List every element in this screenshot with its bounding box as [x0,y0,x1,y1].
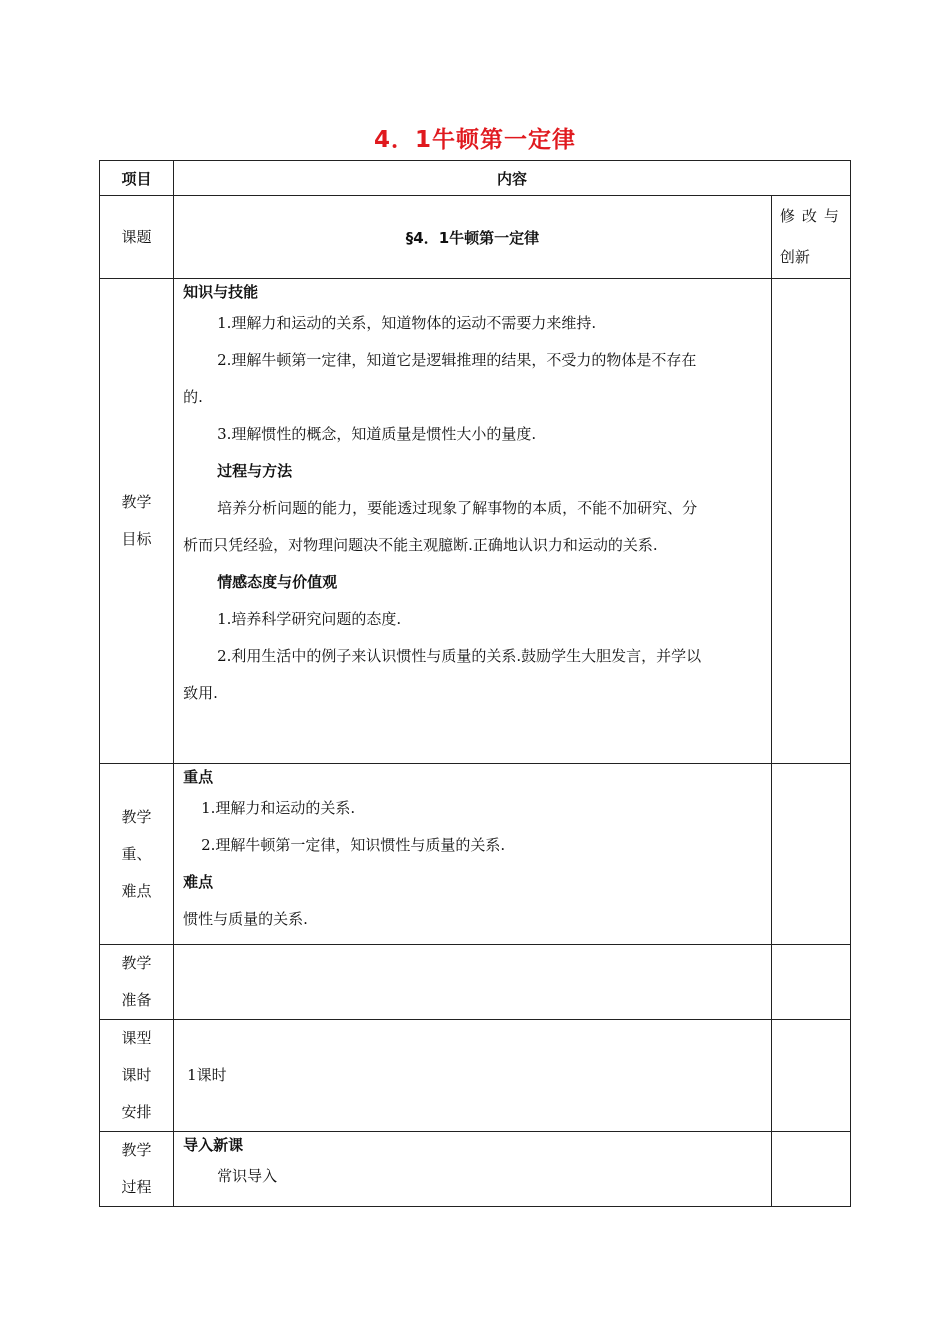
key-label-line3: 难点 [121,881,152,900]
document-title: 4．1牛顿第一定律 [373,127,576,153]
preparation-row [100,945,851,1020]
goals-heading-process: 过程与方法 [217,462,293,480]
prep-label-line1: 教学 [121,954,152,972]
process-note [771,1132,850,1207]
goals-content [174,279,772,764]
topic-label: 课题 [100,196,174,279]
key-heading-focus: 重点 [183,768,214,786]
header-item: 项目 [100,161,174,196]
key-item: 1.理解力和运动的关系. [201,799,356,817]
key-label-line1: 教学 [121,807,152,826]
goals-item: 2.理解牛顿第一定律，知道它是逻辑推理的结果，不受力的物体是不存在 [217,351,697,369]
schedule-row [100,1020,851,1132]
goals-item: 析而只凭经验，对物理问题决不能主观臆断.正确地认识力和运动的关系. [183,536,658,554]
goals-label-line2: 目标 [121,530,152,548]
schedule-text: 1课时 [187,1066,227,1084]
header-content: 内容 [174,161,851,196]
goals-item: 致用. [183,684,218,702]
revision-note-line2: 创新 [779,248,810,266]
header-row [100,161,851,196]
goals-item: 2.利用生活中的例子来认识惯性与质量的关系.鼓励学生大胆发言，并学以 [217,647,702,665]
process-content [174,1132,772,1207]
process-label-line2: 过程 [121,1178,152,1196]
process-item: 常识导入 [217,1167,278,1185]
prep-label-line2: 准备 [121,991,152,1009]
key-label-line2: 重、 [121,844,152,863]
process-row [100,1132,851,1207]
key-points-row [100,764,851,945]
process-heading: 导入新课 [183,1136,244,1154]
goals-label [100,279,174,764]
topic-text: §4．1牛顿第一定律 [405,228,540,247]
preparation-note [771,945,850,1020]
process-label [100,1132,174,1207]
schedule-label-line2: 课时 [121,1066,152,1084]
goals-item: 1.培养科学研究问题的态度. [217,610,402,628]
schedule-note [771,1020,850,1132]
goals-label-line1: 教学 [121,493,152,511]
preparation-label [100,945,174,1020]
key-points-note [771,764,850,945]
schedule-content [174,1020,772,1132]
goals-heading-attitude: 情感态度与价值观 [217,573,338,591]
key-heading-difficulty: 难点 [183,873,214,891]
goals-item: 3.理解惯性的概念，知道质量是惯性大小的量度. [217,425,537,443]
key-points-label [100,764,174,945]
key-item: 2.理解牛顿第一定律，知识惯性与质量的关系. [201,836,506,854]
lesson-plan-table [99,160,851,1207]
revision-note-header [771,196,850,279]
key-points-content [174,764,772,945]
goals-item: 培养分析问题的能力，要能透过现象了解事物的本质，不能不加研究、分 [217,499,698,517]
topic-content [174,196,772,279]
topic-row [100,196,851,279]
goals-row [100,279,851,764]
schedule-label [100,1020,174,1132]
preparation-content [174,945,772,1020]
key-item: 惯性与质量的关系. [183,910,308,928]
goals-heading-knowledge: 知识与技能 [183,283,259,301]
schedule-label-line1: 课型 [121,1029,152,1047]
goals-note [771,279,850,764]
goals-item: 的. [183,388,203,406]
process-label-line1: 教学 [121,1141,152,1159]
goals-item: 1.理解力和运动的关系，知道物体的运动不需要力来维持. [217,314,597,332]
revision-note-line1: 修改与 [779,207,846,225]
schedule-label-line3: 安排 [121,1103,152,1121]
